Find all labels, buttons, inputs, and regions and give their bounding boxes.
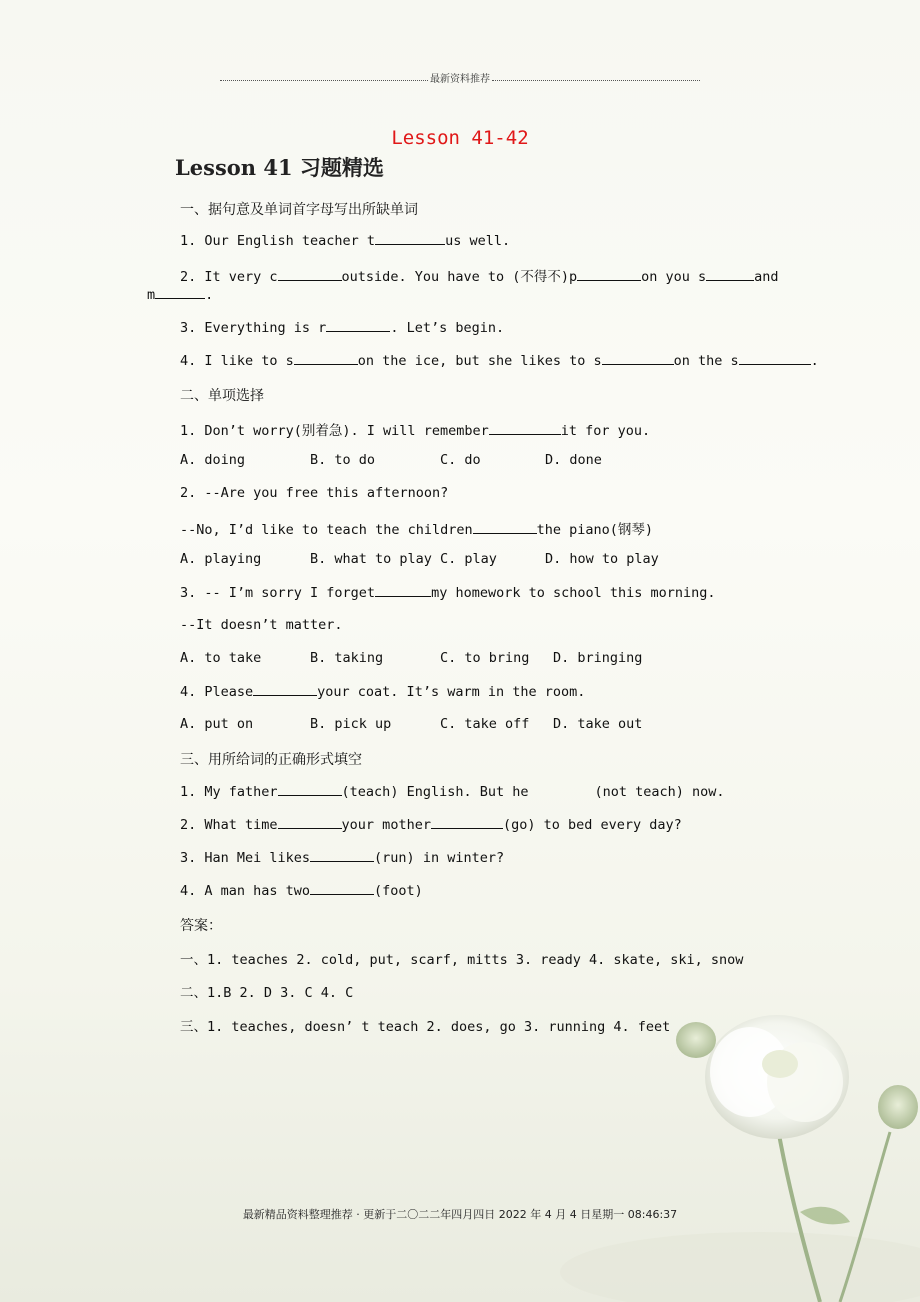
answer-blank — [739, 352, 811, 365]
section2-q1-options — [180, 452, 602, 468]
answer-blank — [431, 816, 503, 829]
q-text: (foot) — [374, 883, 423, 899]
section2-q4-stem — [180, 683, 585, 700]
option-d: D. how to play — [545, 551, 659, 567]
q-text: --No, I’d like to teach the children — [180, 522, 473, 538]
answer-blank — [706, 268, 754, 281]
section2-q2-stem1: 2. --Are you free this afternoon? — [180, 485, 449, 501]
answer-blank — [375, 584, 431, 597]
answers-line1: 一、1. teaches 2. cold, put, scarf, mitts 3. ready 4. skate, ski, snow — [180, 952, 744, 968]
answer-blank — [278, 816, 342, 829]
q-text: it for you. — [560, 423, 651, 439]
option-d: D. done — [545, 452, 602, 468]
section3-q4 — [180, 882, 423, 899]
answer-blank — [326, 319, 390, 332]
q-text: on the s — [673, 353, 739, 369]
q-text: outside. You have to (不得不)p — [341, 269, 578, 285]
answers-line3: 三、1. teaches, doesn’ t teach 2. does, go 3. running 4. feet — [180, 1019, 671, 1035]
option-b: B. pick up — [310, 716, 392, 732]
q-text: . Let’s begin. — [390, 320, 505, 336]
option-b: B. what to play — [310, 551, 432, 567]
flower-decoration — [500, 1002, 920, 1302]
section2-q2-options — [180, 551, 659, 567]
section2-q2-stem2 — [180, 518, 653, 538]
q-text: 2. It very c — [180, 269, 278, 285]
q-text: m — [147, 287, 156, 303]
q-text: 4. Please — [180, 684, 254, 700]
q-text: the piano(钢琴) — [536, 522, 654, 538]
q-text: on the ice, but she likes to s — [357, 353, 602, 369]
page-header — [220, 70, 700, 85]
header-dots-right — [492, 80, 700, 81]
header-text: 最新资料推荐 — [430, 74, 490, 85]
answers-heading: 答案： — [180, 918, 222, 934]
section2-q3-stem — [180, 584, 716, 601]
option-c: C. to bring — [440, 650, 530, 666]
section3-heading: 三、用所给词的正确形式填空 — [180, 752, 362, 768]
section2-q4-options — [180, 716, 642, 732]
section3-q2 — [180, 816, 682, 833]
option-c: C. take off — [440, 716, 530, 732]
option-b: B. taking — [310, 650, 384, 666]
q-text: 2. What time — [180, 817, 278, 833]
section2-q3-stem2: --It doesn’t matter. — [180, 617, 343, 633]
section1-q3 — [180, 319, 504, 336]
answer-blank — [253, 683, 317, 696]
q-text: 3. Everything is r — [180, 320, 327, 336]
document-title: Lesson 41-42 — [391, 127, 529, 149]
option-c: C. do — [440, 452, 481, 468]
q-text: (teach) English. But he — [341, 784, 529, 800]
section2-heading: 二、单项选择 — [180, 388, 264, 404]
option-a: A. to take — [180, 650, 262, 666]
q-text: 4. I like to s — [180, 353, 294, 369]
section3-q1 — [180, 783, 725, 800]
q-text: 1. Our English teacher t — [180, 233, 376, 249]
section1-q1 — [180, 232, 510, 249]
section1-q4 — [180, 352, 819, 369]
q-text: 1. My father — [180, 784, 278, 800]
option-d: D. bringing — [553, 650, 643, 666]
section1-q2-cont — [147, 286, 213, 303]
q-text: your coat. It’s warm in the room. — [317, 684, 586, 700]
section2-q1-stem — [180, 419, 650, 439]
option-c: C. play — [440, 551, 497, 567]
q-text: (go) to bed every day? — [502, 817, 682, 833]
q-text: . — [810, 353, 819, 369]
q-text: (not teach) now. — [594, 784, 725, 800]
q-text: (run) in winter? — [374, 850, 505, 866]
answer-blank — [602, 352, 674, 365]
option-b: B. to do — [310, 452, 376, 468]
answer-blank — [294, 352, 358, 365]
option-a: A. playing — [180, 551, 262, 567]
section1-q2 — [180, 265, 779, 285]
answer-blank — [310, 849, 374, 862]
option-d: D. take out — [553, 716, 643, 732]
answer-blank — [278, 268, 342, 281]
lesson-heading: Lesson 41 习题精选 — [175, 155, 384, 180]
q-text: on you s — [641, 269, 707, 285]
q-text: 3. Han Mei likes — [180, 850, 311, 866]
section2-q3-options — [180, 650, 642, 666]
answer-blank — [278, 783, 342, 796]
q-text: and — [754, 269, 779, 285]
q-text: us well. — [445, 233, 511, 249]
section3-q3 — [180, 849, 504, 866]
option-a: A. put on — [180, 716, 254, 732]
q-text: 1. Don’t worry(别着急). I will remember — [180, 423, 489, 439]
answer-blank — [473, 521, 537, 534]
option-a: A. doing — [180, 452, 246, 468]
answer-blank — [375, 232, 445, 245]
answer-blank — [577, 268, 641, 281]
answer-blank — [310, 882, 374, 895]
answer-blank — [155, 286, 205, 299]
header-dots-left — [220, 80, 428, 81]
q-text: your mother — [341, 817, 431, 833]
q-text: 4. A man has two — [180, 883, 311, 899]
q-text: 3. -- I’m sorry I forget — [180, 585, 376, 601]
section1-heading: 一、据句意及单词首字母写出所缺单词 — [180, 202, 418, 218]
q-text: . — [205, 287, 214, 303]
answer-blank — [489, 422, 561, 435]
answers-line2: 二、1.B 2. D 3. C 4. C — [180, 985, 354, 1001]
page-footer: 最新精品资料整理推荐 · 更新于二〇二二年四月四日 2022 年 4 月 4 日星期一 08:46:37 — [242, 1208, 678, 1221]
q-text: my homework to school this morning. — [431, 585, 716, 601]
